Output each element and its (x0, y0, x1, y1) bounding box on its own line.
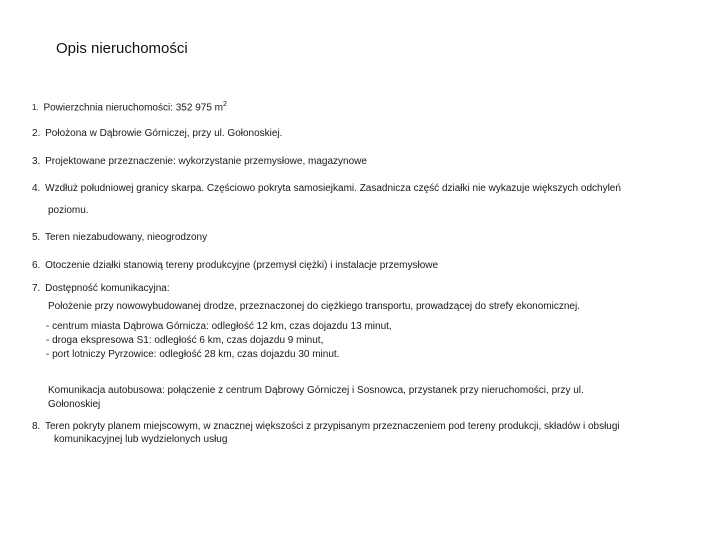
item-text-continuation: komunikacyjnej lub wydzielonych usług (54, 434, 228, 445)
item-number: 1. (32, 103, 39, 113)
list-item (32, 231, 207, 244)
item-text: Wzdłuż południowej granicy skarpa. Częściowo pokryta samosiejkami. Zasadnicza część działki nie wykazuje większych odchyleń (45, 183, 621, 194)
bus-text: Komunikacja autobusowa: połączenie z centrum Dąbrowy Górniczej i Sosnowca, przystanek przy nieruchomości, przy ul. (48, 385, 584, 396)
item-text: Otoczenie działki stanowią tereny produkcyjne (przemysł ciężki) i instalacje przemysłowe (45, 260, 439, 271)
distance-line: - centrum miasta Dąbrowa Górnicza: odległość 12 km, czas dojazdu 13 minut, (46, 321, 392, 332)
item-text: Teren pokryty planem miejscowym, w znacznej większości z przypisanym przeznaczeniem pod tereny produkcji, składów i obsługi (44, 421, 620, 432)
item-text: Dostępność komunikacyjna: (45, 283, 170, 294)
access-road-text: Położenie przy nowowybudowanej drodze, przeznaczonej do ciężkiego transportu, prowadzącej do strefy ekonomicznej. (48, 301, 580, 312)
document-title: Opis nieruchomości (56, 40, 188, 57)
item-text: Projektowane przeznaczenie: wykorzystanie przemysłowe, magazynowe (45, 156, 367, 167)
item-text: Teren niezabudowany, nieogrodzony (44, 232, 208, 243)
item-text: Powierzchnia nieruchomości: 352 975 m (43, 102, 223, 114)
item-number: 6. (32, 260, 41, 271)
item-number: 4. (32, 183, 41, 194)
item-text-continuation: poziomu. (48, 205, 89, 216)
list-item (32, 127, 282, 140)
distance-line: - port lotniczy Pyrzowice: odległość 28 km, czas dojazdu 30 minut. (46, 349, 340, 360)
item-number: 8. (32, 421, 41, 432)
list-item (32, 155, 367, 168)
list-item (32, 98, 227, 114)
item-number: 2. (32, 128, 41, 139)
bus-text-continuation: Gołonoskiej (48, 399, 101, 410)
list-item (32, 420, 620, 433)
distance-line: - droga ekspresowa S1: odległość 6 km, czas dojazdu 9 minut, (46, 335, 324, 346)
list-item (32, 282, 170, 295)
item-text: Położona w Dąbrowie Górniczej, przy ul. Gołonoskiej. (45, 128, 283, 139)
item-number: 7. (32, 283, 41, 294)
list-item (32, 182, 621, 195)
item-number: 5. (32, 232, 41, 243)
superscript: 2 (223, 101, 227, 108)
item-number: 3. (32, 156, 41, 167)
list-item (32, 259, 438, 272)
